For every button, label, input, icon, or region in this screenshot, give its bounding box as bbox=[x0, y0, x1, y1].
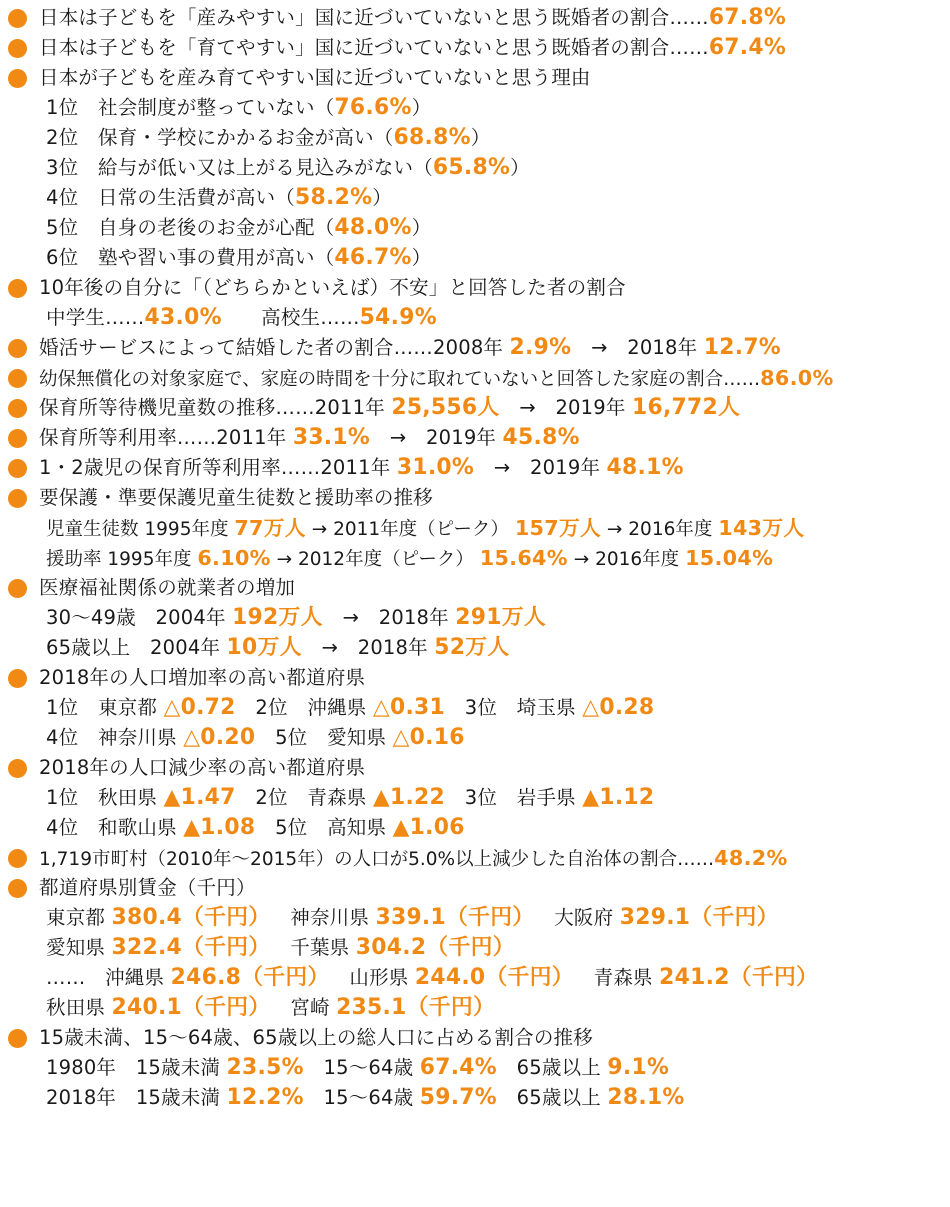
text-segment: → 2019年 bbox=[370, 426, 503, 449]
text-segment: 保育所等利用率……2011年 bbox=[39, 426, 293, 449]
highlight-value: 339.1（千円） bbox=[375, 905, 535, 930]
text-segment: → 2018年 bbox=[571, 336, 704, 359]
highlight-value: 304.2（千円） bbox=[355, 935, 515, 960]
sub-item bbox=[0, 963, 950, 993]
bullet-item bbox=[0, 573, 950, 603]
sub-item bbox=[0, 993, 950, 1023]
sub-item bbox=[0, 183, 950, 213]
text-segment: 1,719市町村（2010年～2015年）の人口が5.0%以上減少した自治体の割合…… bbox=[39, 849, 715, 870]
text-segment: 日本が子どもを産み育てやすい国に近づいていないと思う理由 bbox=[39, 66, 591, 89]
highlight-value: 23.5% bbox=[226, 1055, 304, 1080]
text-segment: 15歳未満、15～64歳、65歳以上の総人口に占める割合の推移 bbox=[39, 1026, 593, 1049]
highlight-value: 48.2% bbox=[714, 846, 788, 870]
bullet-icon bbox=[8, 279, 27, 298]
highlight-value: 12.7% bbox=[703, 335, 781, 360]
text-segment: 幼保無償化の対象家庭で、家庭の時間を十分に取れていないと回答した家庭の割合…… bbox=[39, 369, 761, 390]
sub-item bbox=[0, 633, 950, 663]
highlight-value: 157万人 bbox=[514, 516, 602, 540]
bullet-icon bbox=[8, 339, 27, 358]
sub-item bbox=[0, 303, 950, 333]
highlight-value: 235.1（千円） bbox=[336, 995, 496, 1020]
text-segment: → 2019年 bbox=[499, 396, 632, 419]
text-segment: 3位 岩手県 bbox=[445, 786, 583, 809]
highlight-value: 59.7% bbox=[419, 1085, 497, 1110]
sub-item bbox=[0, 1083, 950, 1113]
text-segment: 日本は子どもを「産みやすい」国に近づいていないと思う既婚者の割合…… bbox=[39, 6, 709, 29]
text-segment: 4位 日常の生活費が高い（ bbox=[46, 186, 296, 209]
text-segment: 2018年の人口減少率の高い都道府県 bbox=[39, 756, 366, 779]
text-segment: 2位 保育・学校にかかるお金が高い（ bbox=[46, 126, 394, 149]
text-segment: 5位 高知県 bbox=[255, 816, 393, 839]
text-segment: 2018年の人口増加率の高い都道府県 bbox=[39, 666, 366, 689]
highlight-value: 65.8% bbox=[432, 155, 511, 180]
highlight-value: 15.04% bbox=[685, 546, 774, 570]
bullet-icon bbox=[8, 849, 27, 868]
bullet-item bbox=[0, 423, 950, 453]
text-segment: ） bbox=[372, 186, 392, 209]
highlight-value: 192万人 bbox=[232, 605, 323, 630]
bullet-icon bbox=[8, 669, 27, 688]
text-segment: → 2019年 bbox=[474, 456, 607, 479]
bullet-icon bbox=[8, 879, 27, 898]
text-segment: 1位 東京都 bbox=[46, 696, 164, 719]
highlight-value: 322.4（千円） bbox=[111, 935, 271, 960]
bullet-item bbox=[0, 63, 950, 93]
highlight-value: 241.2（千円） bbox=[659, 965, 819, 990]
text-segment: 医療福祉関係の就業者の増加 bbox=[39, 576, 296, 599]
bullet-icon bbox=[8, 39, 27, 58]
highlight-value: 12.2% bbox=[226, 1085, 304, 1110]
highlight-value: 10万人 bbox=[226, 635, 302, 660]
text-segment: 5位 自身の老後のお金が心配（ bbox=[46, 216, 335, 239]
highlight-value: 58.2% bbox=[295, 185, 373, 210]
highlight-value: 54.9% bbox=[359, 305, 437, 330]
text-segment: 5位 愛知県 bbox=[255, 726, 393, 749]
sub-item bbox=[0, 903, 950, 933]
bullet-icon bbox=[8, 69, 27, 88]
highlight-value: 9.1% bbox=[607, 1055, 670, 1080]
bullet-item bbox=[0, 1023, 950, 1053]
highlight-value: 240.1（千円） bbox=[111, 995, 271, 1020]
text-segment: 1・2歳児の保育所等利用率……2011年 bbox=[39, 456, 397, 479]
bullet-icon bbox=[8, 579, 27, 598]
sub-item bbox=[0, 513, 950, 543]
sub-item bbox=[0, 243, 950, 273]
bullet-item bbox=[0, 663, 950, 693]
highlight-value: 43.0% bbox=[144, 305, 222, 330]
text-segment: ） bbox=[411, 96, 432, 119]
text-segment: 3位 給与が低い又は上がる見込みがない（ bbox=[46, 156, 433, 179]
bullet-icon bbox=[8, 429, 27, 448]
text-segment: 青森県 bbox=[573, 966, 660, 989]
highlight-value: 31.0% bbox=[396, 455, 475, 480]
text-segment: 6位 塾や習い事の費用が高い（ bbox=[46, 246, 335, 269]
highlight-value: 291万人 bbox=[455, 605, 546, 630]
highlight-value: 67.8% bbox=[708, 5, 787, 30]
text-segment: 宮崎 bbox=[270, 996, 337, 1019]
text-segment: 65歳以上 2004年 bbox=[46, 636, 227, 659]
text-segment: → 2018年 bbox=[322, 606, 456, 629]
text-segment: 3位 埼玉県 bbox=[445, 696, 583, 719]
text-segment: 大阪府 bbox=[534, 906, 620, 929]
text-segment: ） bbox=[470, 126, 491, 149]
highlight-value: △0.31 bbox=[372, 695, 446, 720]
bullet-icon bbox=[8, 489, 27, 508]
bullet-icon bbox=[8, 1029, 27, 1048]
sub-item bbox=[0, 213, 950, 243]
text-segment: 2位 青森県 bbox=[235, 786, 373, 809]
highlight-value: 52万人 bbox=[434, 635, 510, 660]
text-segment: 1位 秋田県 bbox=[46, 786, 164, 809]
text-segment: 愛知県 bbox=[46, 936, 112, 959]
highlight-value: 6.10% bbox=[197, 546, 271, 570]
text-segment: 65歳以上 bbox=[496, 1086, 608, 1109]
text-segment: 秋田県 bbox=[46, 996, 112, 1019]
highlight-value: ▲1.47 bbox=[163, 785, 236, 810]
text-segment: 2018年 15歳未満 bbox=[46, 1086, 227, 1109]
highlight-value: 2.9% bbox=[509, 335, 572, 360]
bullet-item bbox=[0, 453, 950, 483]
bullet-item bbox=[0, 393, 950, 423]
highlight-value: ▲1.08 bbox=[183, 815, 256, 840]
text-segment: 東京都 bbox=[46, 906, 112, 929]
bullet-icon bbox=[8, 369, 27, 388]
text-segment: 援助率 1995年度 bbox=[46, 549, 198, 570]
sub-item bbox=[0, 123, 950, 153]
sub-item bbox=[0, 1053, 950, 1083]
bullet-item bbox=[0, 3, 950, 33]
bullet-item bbox=[0, 273, 950, 303]
highlight-value: 48.0% bbox=[334, 215, 412, 240]
highlight-value: 25,556人 bbox=[391, 395, 500, 420]
highlight-value: ▲1.12 bbox=[582, 785, 655, 810]
bullet-icon bbox=[8, 9, 27, 28]
text-segment: 30～49歳 2004年 bbox=[46, 606, 233, 629]
statistics-document bbox=[0, 3, 950, 1113]
sub-item bbox=[0, 723, 950, 753]
text-segment: 婚活サービスによって結婚した者の割合……2008年 bbox=[39, 336, 510, 359]
highlight-value: 77万人 bbox=[234, 516, 306, 540]
highlight-value: 33.1% bbox=[292, 425, 371, 450]
text-segment: ） bbox=[411, 216, 432, 239]
highlight-value: 380.4（千円） bbox=[111, 905, 271, 930]
highlight-value: 15.64% bbox=[479, 546, 568, 570]
bullet-item bbox=[0, 33, 950, 63]
text-segment: 65歳以上 bbox=[496, 1056, 608, 1079]
bullet-icon bbox=[8, 759, 27, 778]
text-segment: 中学生…… bbox=[46, 306, 145, 329]
bullet-item bbox=[0, 753, 950, 783]
text-segment: ） bbox=[411, 246, 432, 269]
text-segment: 1980年 15歳未満 bbox=[46, 1056, 227, 1079]
highlight-value: 143万人 bbox=[718, 516, 805, 540]
text-segment: 高校生…… bbox=[221, 306, 360, 329]
text-segment: …… 沖縄県 bbox=[46, 966, 171, 989]
text-segment: 神奈川県 bbox=[270, 906, 376, 929]
highlight-value: △0.16 bbox=[392, 725, 465, 750]
highlight-value: 76.6% bbox=[334, 95, 412, 120]
text-segment: 都道府県別賃金（千円） bbox=[39, 876, 256, 899]
sub-item bbox=[0, 933, 950, 963]
highlight-value: △0.28 bbox=[582, 695, 655, 720]
text-segment: 日本は子どもを「育てやすい」国に近づいていないと思う既婚者の割合…… bbox=[39, 36, 709, 59]
bullet-item bbox=[0, 333, 950, 363]
sub-item bbox=[0, 603, 950, 633]
sub-item bbox=[0, 813, 950, 843]
highlight-value: △0.72 bbox=[163, 695, 236, 720]
text-segment: 10年後の自分に「（どちらかといえば）不安」と回答した者の割合 bbox=[39, 276, 626, 299]
highlight-value: 246.8（千円） bbox=[170, 965, 330, 990]
text-segment: 1位 社会制度が整っていない（ bbox=[46, 96, 335, 119]
sub-item bbox=[0, 543, 950, 573]
highlight-value: 45.8% bbox=[502, 425, 580, 450]
text-segment: 保育所等待機児童数の推移……2011年 bbox=[39, 396, 392, 419]
text-segment: ） bbox=[510, 156, 530, 179]
highlight-value: 67.4% bbox=[708, 35, 787, 60]
sub-item bbox=[0, 693, 950, 723]
sub-item bbox=[0, 783, 950, 813]
highlight-value: 68.8% bbox=[393, 125, 471, 150]
bullet-item bbox=[0, 843, 950, 873]
highlight-value: ▲1.06 bbox=[392, 815, 465, 840]
text-segment: 15～64歳 bbox=[303, 1056, 420, 1079]
highlight-value: 244.0（千円） bbox=[414, 965, 574, 990]
text-segment: 児童生徒数 1995年度 bbox=[46, 519, 235, 540]
text-segment: 山形県 bbox=[329, 966, 415, 989]
sub-item bbox=[0, 153, 950, 183]
text-segment: 4位 和歌山県 bbox=[46, 816, 184, 839]
bullet-item bbox=[0, 483, 950, 513]
text-segment: 15～64歳 bbox=[303, 1086, 420, 1109]
bullet-item bbox=[0, 873, 950, 903]
text-segment: 2位 沖縄県 bbox=[235, 696, 373, 719]
sub-item bbox=[0, 93, 950, 123]
text-segment: 4位 神奈川県 bbox=[46, 726, 184, 749]
highlight-value: 86.0% bbox=[760, 366, 834, 390]
text-segment: → 2016年度 bbox=[567, 549, 686, 570]
highlight-value: △0.20 bbox=[183, 725, 256, 750]
highlight-value: 48.1% bbox=[606, 455, 684, 480]
text-segment: → 2012年度（ピーク） bbox=[270, 549, 480, 570]
highlight-value: 16,772人 bbox=[631, 395, 741, 420]
bullet-icon bbox=[8, 399, 27, 418]
highlight-value: 46.7% bbox=[334, 245, 412, 270]
text-segment: 要保護・準要保護児童生徒数と援助率の推移 bbox=[39, 486, 434, 509]
text-segment: → 2018年 bbox=[301, 636, 435, 659]
bullet-item bbox=[0, 363, 950, 393]
highlight-value: 67.4% bbox=[419, 1055, 497, 1080]
bullet-icon bbox=[8, 459, 27, 478]
highlight-value: 28.1% bbox=[607, 1085, 685, 1110]
text-segment: → 2011年度（ピーク） bbox=[305, 519, 515, 540]
highlight-value: 329.1（千円） bbox=[619, 905, 779, 930]
text-segment: → 2016年度 bbox=[601, 519, 719, 540]
highlight-value: ▲1.22 bbox=[372, 785, 446, 810]
text-segment: 千葉県 bbox=[270, 936, 356, 959]
